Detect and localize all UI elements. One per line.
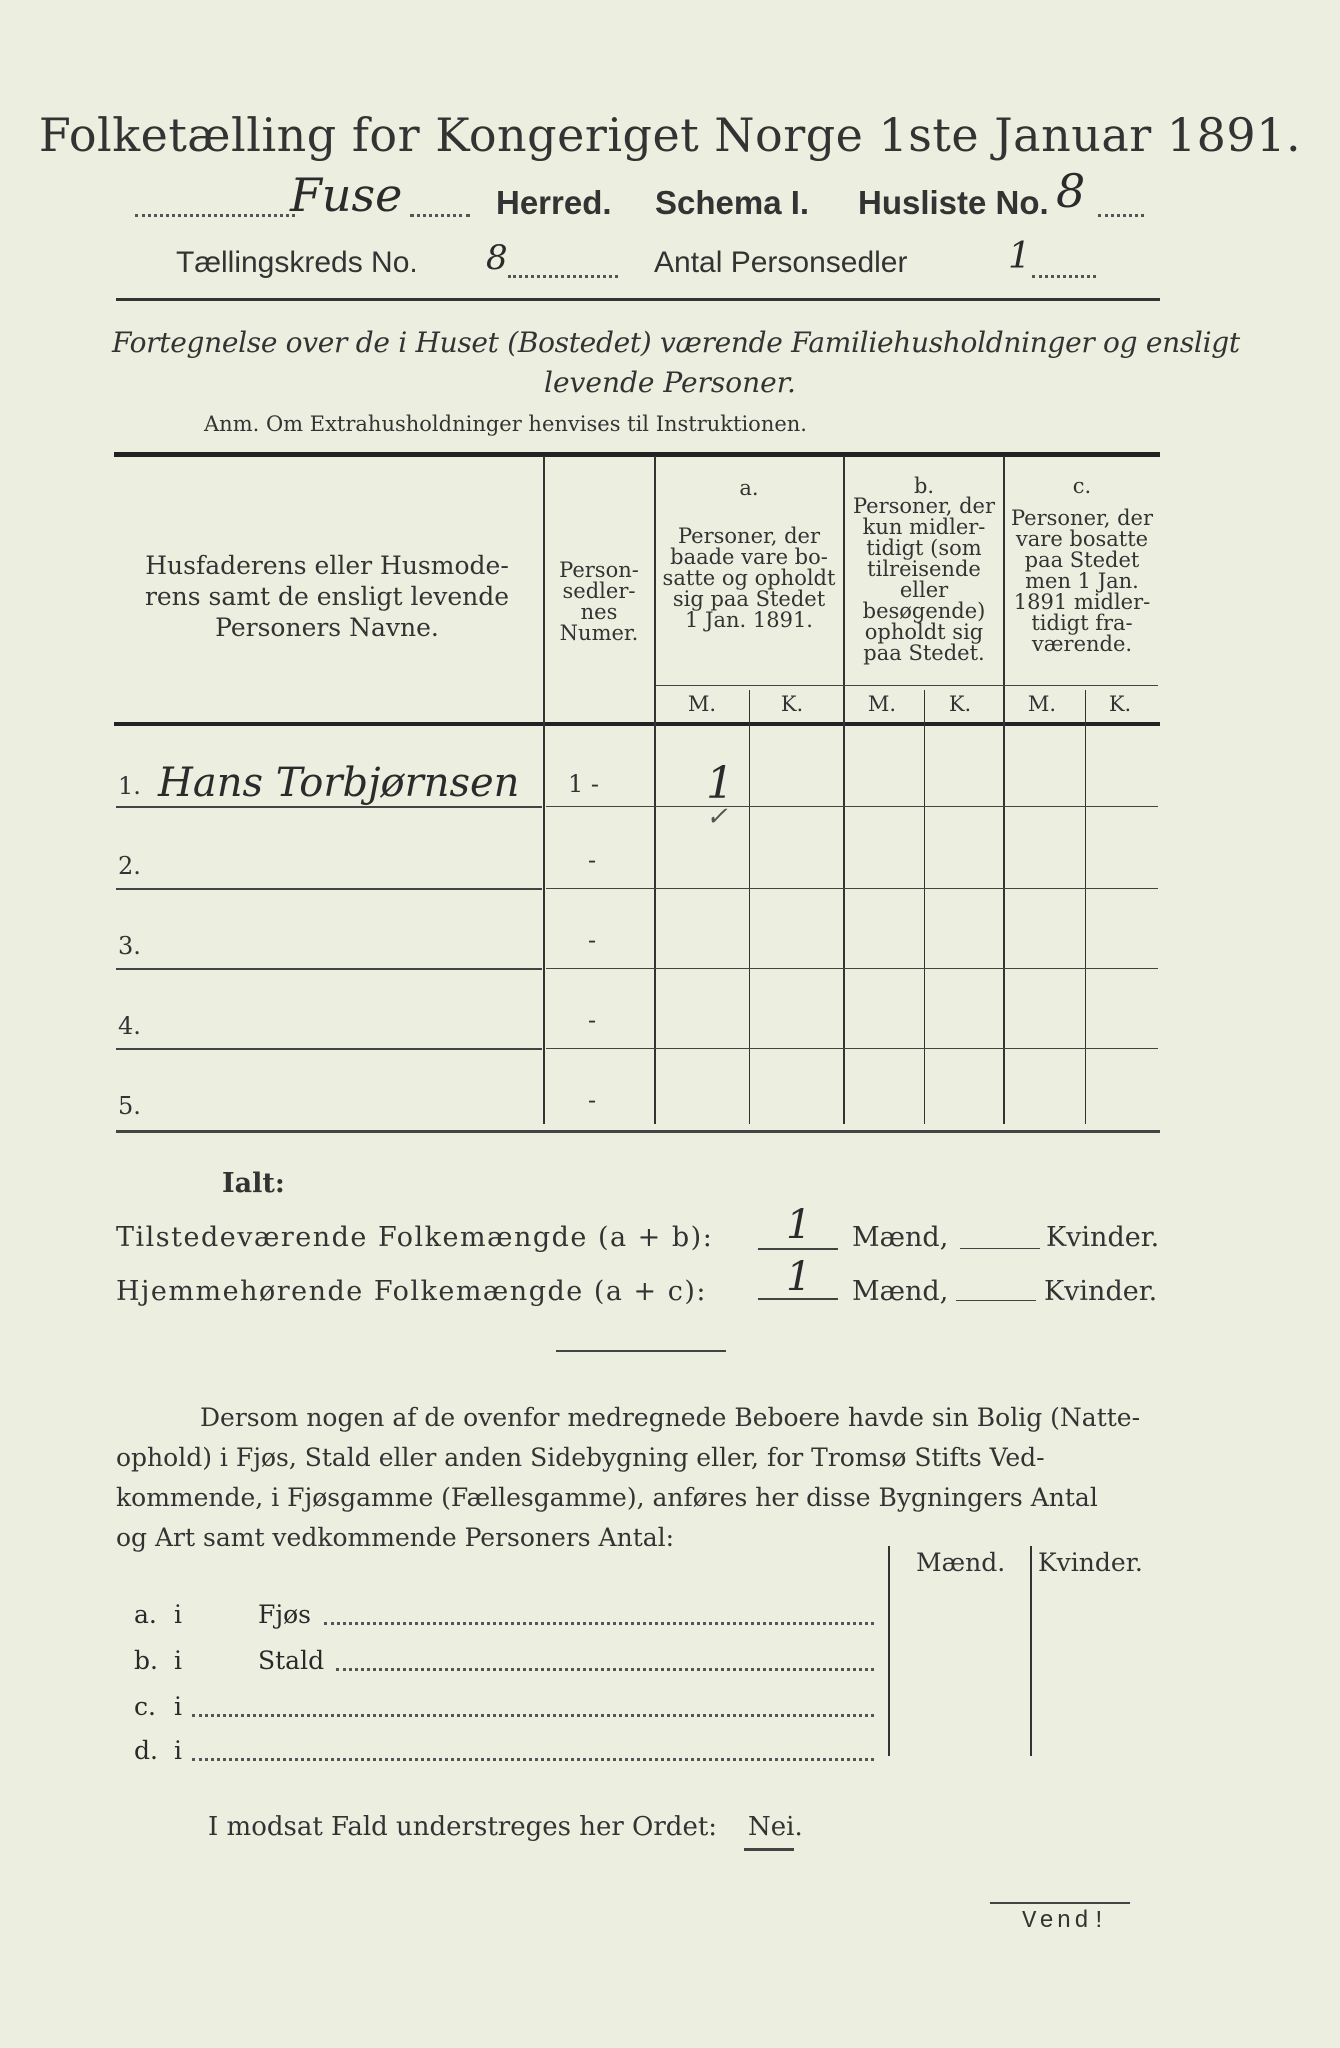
col-divider [843, 456, 845, 1124]
col-c-m: M. [1027, 692, 1057, 716]
ialt-label: Ialt: [222, 1168, 285, 1199]
item-i: i [174, 1736, 182, 1765]
col-header-a: Personer, der baade vare bo- satte og opholdt sig paa Stedet 1 Jan. 1891. [662, 524, 836, 632]
dotted-fill [410, 214, 470, 217]
form-title: Folketælling for Kongeriget Norge 1ste Januar 1891. [38, 108, 1302, 162]
col-header-c-letter: c. [1072, 474, 1092, 498]
row-number: 4. [118, 1012, 141, 1040]
header-rule [116, 298, 1160, 301]
row-line [546, 888, 1158, 889]
dotted-fill [508, 275, 618, 278]
col-header-number: Person- sedler- nes Numer. [559, 558, 639, 645]
intro-line-1: Fortegnelse over de i Huset (Bostedet) værende Familiehusholdninger og ensligt [112, 326, 1240, 359]
hjemme-maend: Mænd, [852, 1276, 949, 1307]
nei-underline [744, 1848, 794, 1851]
item-letter: b. [134, 1646, 158, 1675]
col-kvinder: Kvinder. [1038, 1548, 1143, 1577]
item-i: i [174, 1646, 182, 1675]
dotted-fill [192, 1714, 874, 1717]
vend-rule [990, 1902, 1130, 1904]
dotted-fill [1032, 275, 1096, 278]
col-a-k: K. [780, 692, 804, 716]
anm-note: Anm. Om Extrahusholdninger henvises til Instruktionen. [204, 412, 807, 436]
col-header-names: Husfaderens eller Husmode- rens samt de ensligt levende Personers Navne. [144, 551, 510, 642]
modsat-text: I modsat Fald understreges her Ordet: [208, 1812, 718, 1842]
intro-line-2: levende Personer. [544, 366, 796, 399]
mk-rule [656, 685, 1158, 686]
tilstede-label: Tilstedeværende Folkemængde (a + b): [116, 1222, 714, 1253]
husliste-value: 8 [1056, 164, 1086, 218]
row-number: 2. [118, 852, 141, 880]
fill-line [956, 1300, 1036, 1301]
row-number: 3. [118, 932, 141, 960]
col-divider [543, 456, 545, 1124]
herred-label: Herred. [496, 184, 612, 221]
herred-value: Fuse [290, 168, 403, 222]
col-divider [654, 456, 656, 1124]
col-maend: Mænd. [916, 1548, 1006, 1577]
row-line [546, 1048, 1158, 1049]
item-letter: c. [134, 1692, 156, 1721]
col-divider [888, 1546, 890, 1756]
row-line [116, 888, 542, 890]
item-label: Stald [258, 1646, 325, 1675]
item-label: Fjøs [258, 1600, 311, 1629]
col-c-k: K. [1108, 692, 1132, 716]
vend-text: Vend! [1022, 1908, 1110, 1935]
dotted-fill [135, 214, 295, 217]
fill-line [758, 1248, 838, 1250]
col-b-m: M. [867, 692, 897, 716]
sedler-number: - [588, 846, 597, 874]
tilstede-kvinder: Kvinder. [1046, 1222, 1160, 1253]
nei-word: Nei. [748, 1812, 803, 1842]
row-line [116, 806, 542, 808]
schema-label: Schema I. [655, 184, 810, 221]
table-bottom-rule [116, 1130, 1160, 1133]
antal-label: Antal Personsedler [654, 246, 908, 279]
item-i: i [174, 1600, 182, 1629]
separator-rule [556, 1350, 726, 1352]
kreds-label: Tællingskreds No. [176, 246, 418, 279]
fill-line [960, 1248, 1040, 1249]
row-number: 1. [118, 772, 141, 800]
person-name: Hans Torbjørnsen [158, 760, 520, 806]
col-b-k: K. [948, 692, 972, 716]
col-divider [1030, 1546, 1032, 1756]
sedler-number: 1 - [568, 770, 600, 798]
dotted-fill [192, 1758, 874, 1761]
row-number: 5. [118, 1092, 141, 1120]
hjemme-value: 1 [786, 1254, 812, 1300]
col-divider [749, 690, 750, 1124]
col-a-m: M. [687, 692, 717, 716]
hjemme-label: Hjemmehørende Folkemængde (a + c): [116, 1276, 707, 1307]
col-header-b: Personer, der kun midler- tidigt (som tilreisende eller besøgende) opholdt sig paa Stedet. [852, 494, 996, 665]
row-line [116, 1048, 542, 1050]
col-divider [1003, 456, 1005, 1124]
row-line [116, 968, 542, 970]
dotted-fill [324, 1622, 874, 1625]
tilstede-maend: Mænd, [852, 1222, 949, 1253]
tilstede-value: 1 [786, 1202, 812, 1248]
dotted-fill [1098, 214, 1144, 217]
husliste-label: Husliste No. [858, 184, 1049, 221]
sedler-number: - [588, 926, 597, 954]
antal-value: 1 [1008, 236, 1031, 277]
row-line [546, 806, 1158, 807]
col-header-a-letter: a. [739, 476, 759, 500]
kreds-value: 8 [486, 238, 508, 278]
check-mark-icon: ✓ [706, 802, 728, 832]
sidebygning-paragraph: Dersom nogen af de ovenfor medregnede Beboere havde sin Bolig (Natte- ophold) i Fjøs, Stald eller anden Sidebygning eller, for Tromsø Stifts Ved- kommende, i Fjøsgamme (Fællesgamme), anføres her disse Bygningers Antal og Art samt vedkommende Personers Antal: [116, 1403, 1141, 1552]
col-a-m-value: 1 [706, 758, 734, 809]
col-header-c: Personer, der vare bosatte paa Stedet men 1 Jan. 1891 midler- tidigt fra- værende. [1010, 506, 1154, 656]
item-letter: d. [134, 1736, 158, 1765]
sedler-number: - [588, 1006, 597, 1034]
row-line [546, 968, 1158, 969]
item-i: i [174, 1692, 182, 1721]
dotted-fill [336, 1668, 874, 1671]
col-header-b-letter: b. [913, 474, 935, 498]
col-divider [924, 690, 925, 1124]
col-divider [1085, 690, 1086, 1124]
item-letter: a. [134, 1600, 157, 1629]
hjemme-kvinder: Kvinder. [1044, 1276, 1158, 1307]
sedler-number: - [588, 1086, 597, 1114]
